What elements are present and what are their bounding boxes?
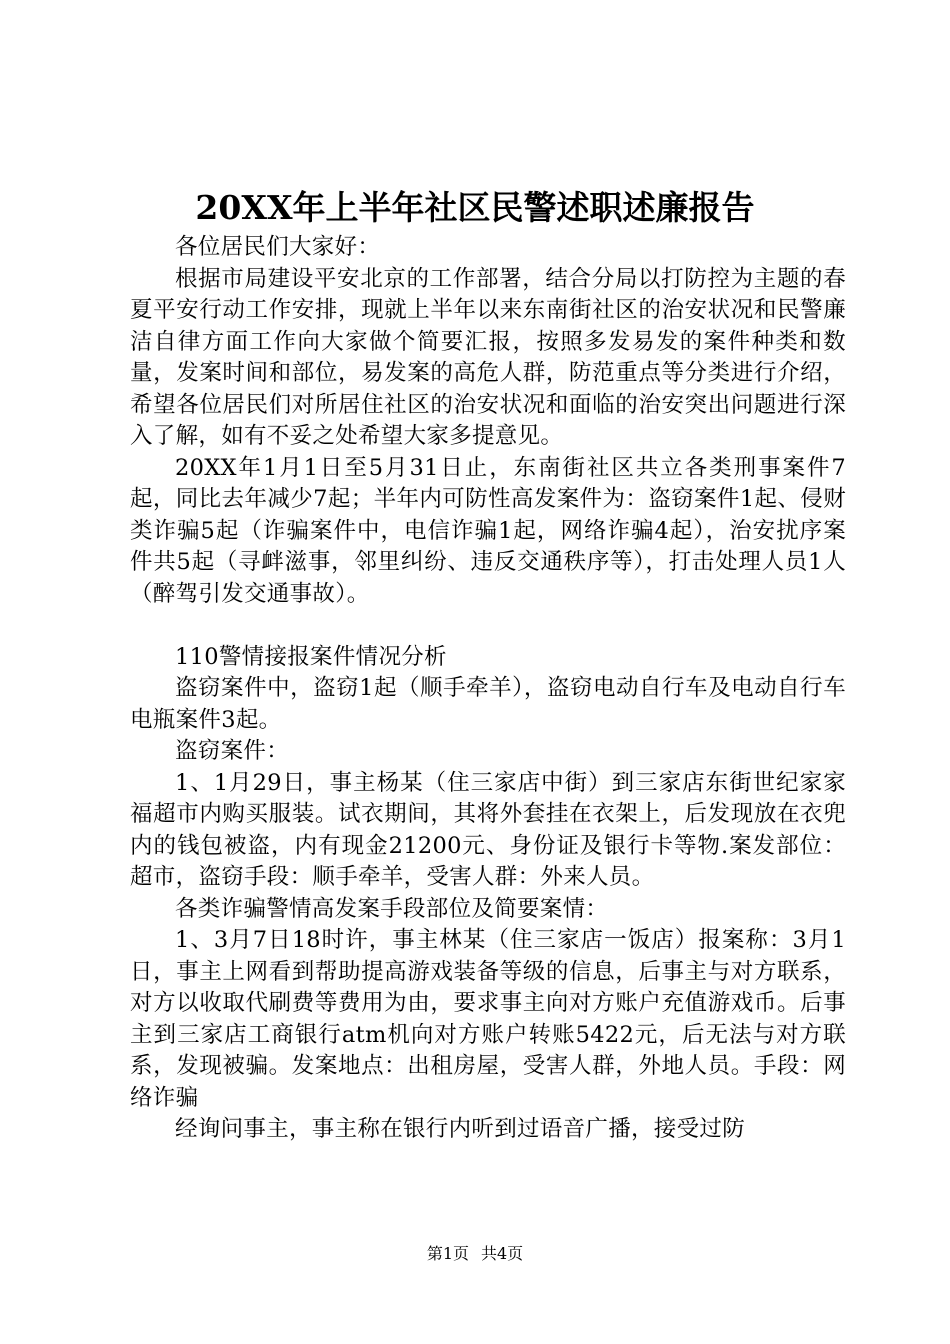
fraud-heading: 各类诈骗警情高发案手段部位及简要案情：	[175, 895, 609, 922]
greeting-paragraph: 各位居民们大家好：	[175, 234, 381, 260]
theft-case-1-paragraph: 1、1月29日，事主杨某（住三家店中街）到三家店东街世纪家家福超市内购买服装。试衣期间，其将外套挂在衣架上，后发现放在衣兜内的钱包被盗，内有现金21200元、身份证及银行卡等物.案发部位：超市，盗窃手段：顺手牵羊，受害人群：外来人员。	[130, 769, 846, 890]
statistics-paragraph: 20XX年1月1日至5月31日止，东南街社区共立各类刑事案件7起，同比去年减少7起；半年内可防性高发案件为：盗窃案件1起、侵财类诈骗5起（诈骗案件中，电信诈骗1起，网络诈骗4起），治安扰序案件共5起（寻衅滋事，邻里纠纷、违反交通秩序等），打击处理人员1人（醉驾引发交通事故）。	[130, 454, 846, 607]
inquiry-paragraph: 经询问事主，事主称在银行内听到过语音广播，接受过防	[175, 1116, 746, 1142]
document-title: 20XX年上半年社区民警述职述廉报告	[195, 188, 755, 227]
page-total: 共4页	[481, 1244, 524, 1263]
fraud-case-1-paragraph: 1、3月7日18时许，事主林某（住三家店一饭店）报案称：3月1日，事主上网看到帮助提高游戏装备等级的信息，后事主与对方联系，对方以收取代刷费等费用为由，要求事主向对方账户充值游戏币。后事主到三家店工商银行atm机向对方账户转账5422元，后无法与对方联系，发现被骗。发案地点：出租房屋，受害人群，外地人员。手段：网络诈骗	[130, 927, 846, 1111]
document-body	[130, 232, 846, 1146]
theft-summary-paragraph: 盗窃案件中，盗窃1起（顺手牵羊），盗窃电动自行车及电动自行车电瓶案件3起。	[130, 675, 846, 733]
theft-heading: 盗窃案件：	[175, 738, 290, 764]
section-heading-110: 110警情接报案件情况分析	[175, 643, 447, 670]
page-footer	[0, 1244, 950, 1264]
intro-paragraph: 根据市局建设平安北京的工作部署，结合分局以打防控为主题的春夏平安行动工作安排，现就上半年以来东南街社区的治安状况和民警廉洁自律方面工作向大家做个简要汇报，按照多发易发的案件种类和数量，发案时间和部位，易发案的高危人群，防范重点等分类进行介绍，希望各位居民们对所居住社区的治安状况和面临的治安突出问题进行深入了解，如有不妥之处希望大家多提意见。	[130, 265, 846, 449]
page-number: 第1页	[426, 1244, 469, 1263]
